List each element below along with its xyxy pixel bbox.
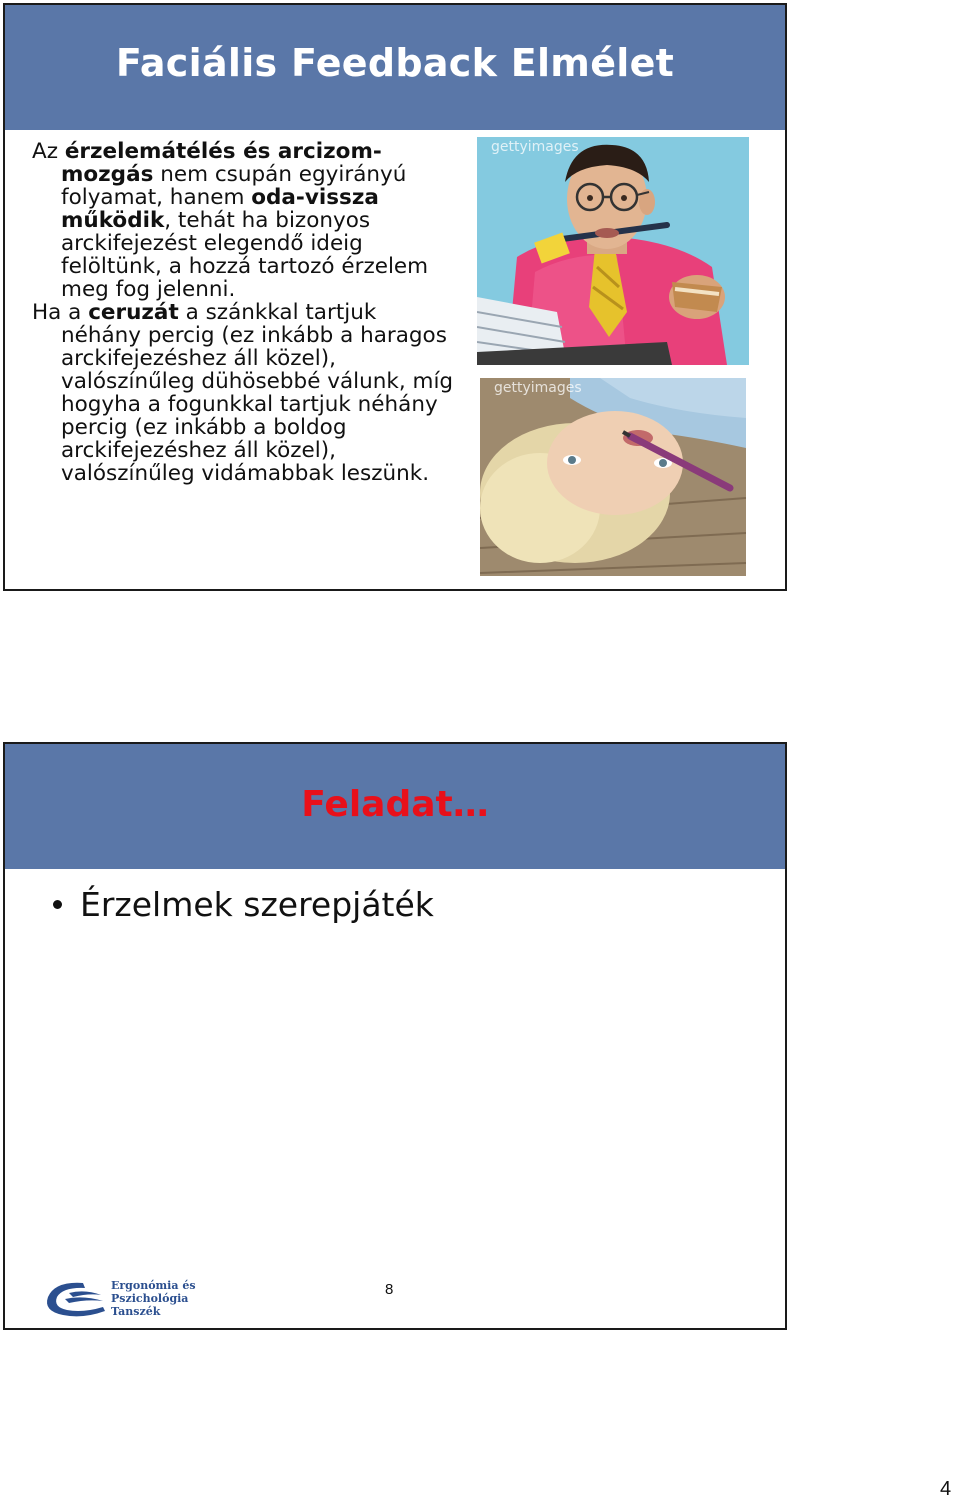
logo-line-2: Pszichológia [111, 1292, 189, 1305]
slide-2-header [5, 744, 785, 869]
paragraph-2 [32, 301, 462, 485]
department-logo [43, 1279, 196, 1319]
paragraph-2-bold-a: ceruzát [88, 300, 179, 325]
photo-girl-with-pencil [480, 378, 746, 576]
paragraph-1-text-a: Az [32, 139, 65, 164]
photo-man-with-pencil [477, 137, 749, 365]
slide-1-title: Faciális Feedback Elmélet [115, 41, 675, 85]
photo-girl-watermark: gettyimages [494, 380, 582, 396]
department-logo-text [111, 1279, 201, 1318]
paragraph-1-text-b: nem csupán egyirányú folyamat, hanem [61, 162, 407, 210]
paragraph-2-text-b: a szánkkal tartjuk néhány percig (ez inkább a haragos arckifejezéshez áll közel), valószínűleg dühösebbé válunk, míg hogyha a fogunkkal tartjuk néhány percig (ez inkább a boldog arckifejezéshez áll közel), valószínűleg vidámabbak leszünk. [61, 300, 454, 486]
bullet-item [53, 885, 434, 924]
paragraph-1-bold-a: érzelemátélés és arcizom-mozgás [61, 139, 382, 187]
department-logo-icon [43, 1279, 109, 1319]
paragraph-1-bold-b: oda-vissza működik [61, 185, 379, 233]
slide-2-title: Feladat… [301, 784, 489, 825]
logo-line-3: Tanszék [111, 1305, 161, 1318]
logo-line-1: Ergonómia és [111, 1279, 196, 1292]
page-number: 4 [940, 1478, 952, 1500]
photo-girl-illustration [480, 378, 746, 576]
slide-2 [3, 742, 787, 1330]
photo-man-watermark: gettyimages [491, 139, 579, 155]
paragraph-2-text-a: Ha a [32, 300, 89, 325]
paragraph-1-text-c: , tehát ha bizonyos arckifejezést elegendő ideig felöltünk, a hozzá tartozó érzelem meg fog jelenni. [61, 208, 429, 302]
slide-number: 8 [385, 1281, 394, 1298]
slide-1-header [5, 5, 785, 130]
paragraph-1 [32, 140, 462, 301]
photo-man-illustration [477, 137, 749, 365]
slide-1-body [32, 140, 462, 485]
bullet-text: Érzelmek szerepjáték [80, 885, 434, 924]
slide-1 [3, 3, 787, 591]
bullet-icon [53, 900, 62, 909]
